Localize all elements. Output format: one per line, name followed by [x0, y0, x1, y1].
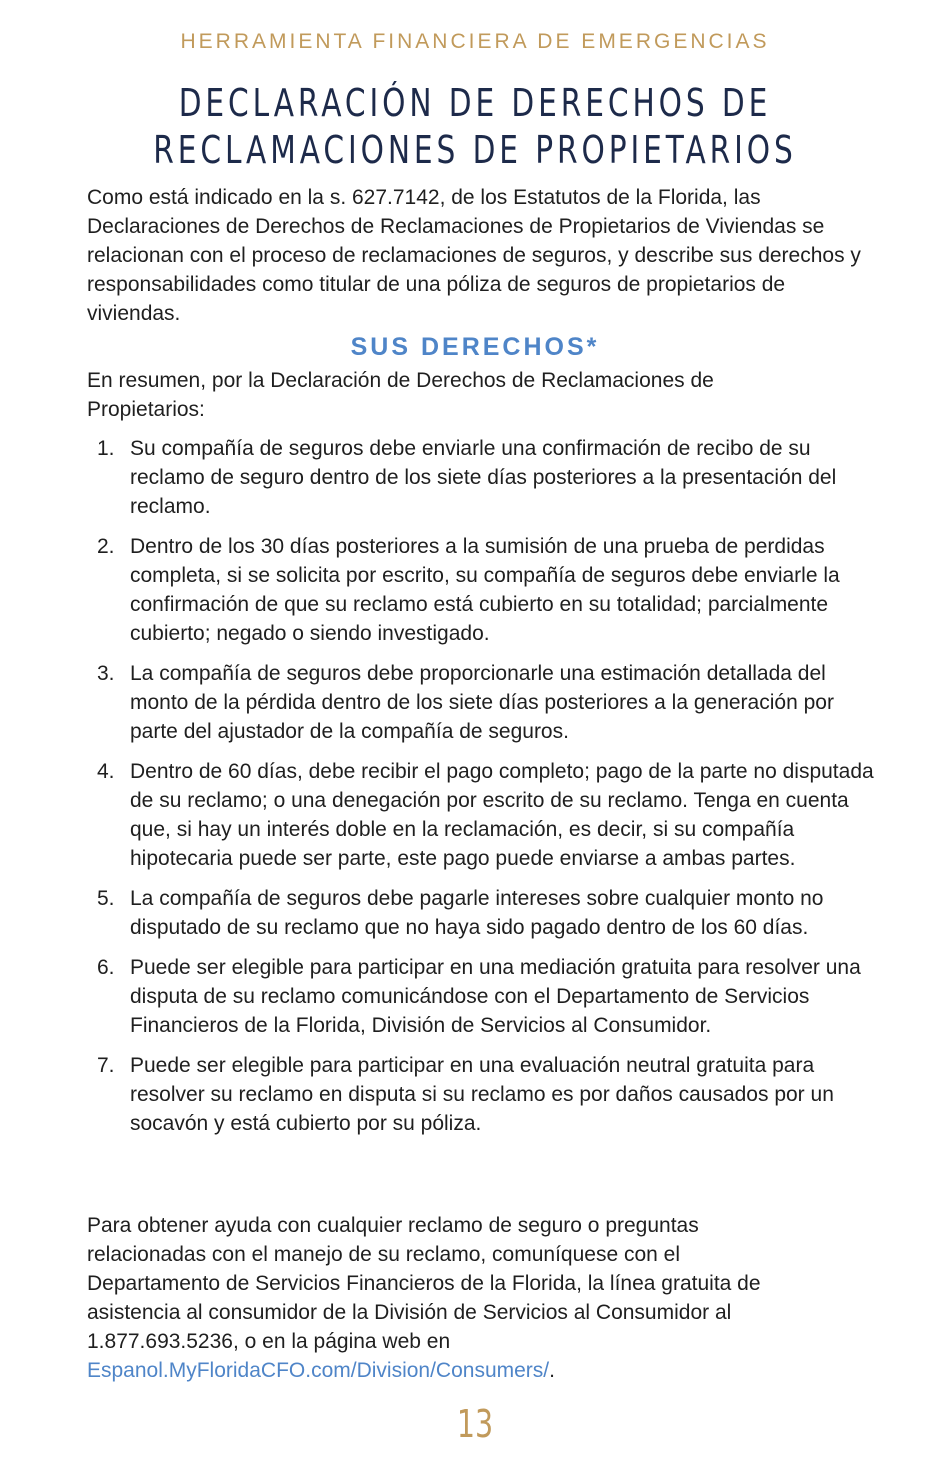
list-item [97, 757, 887, 873]
list-item-number: 2. [97, 535, 115, 558]
list-item-number: 5. [97, 887, 115, 910]
page-title [105, 80, 846, 174]
list-item [97, 953, 887, 1040]
closing-text: Para obtener ayuda con cualquier reclamo de seguro o preguntas relacionadas con el manejo de su reclamo, comuníquese con el Departamento de Servicios Financieros de la Florida, la línea gratuita de asistencia al consumidor de la División de Servicios al Consumidor al 1.877.693.5236, o en la página web en [87, 1214, 761, 1353]
closing-period: . [549, 1359, 555, 1382]
page-title-line-2: RECLAMACIONES DE PROPIETARIOS [153, 128, 797, 172]
list-item-text: Puede ser elegible para participar en una mediación gratuita para resolver una disputa de su reclamo comunicándose con el Departamento de Servicios Financieros de la Florida, División de Servicios al Consumidor. [130, 956, 861, 1037]
list-item-text: La compañía de seguros debe pagarle intereses sobre cualquier monto no disputado de su reclamo que no haya sido pagado dentro de los 60 días. [130, 887, 824, 939]
list-item [97, 1051, 887, 1138]
list-item-number: 7. [97, 1054, 115, 1077]
page-number: 13 [456, 1402, 494, 1446]
list-item [97, 659, 887, 746]
list-item-number: 3. [97, 662, 115, 685]
list-item-number: 6. [97, 956, 115, 979]
list-item-number: 4. [97, 760, 115, 783]
rights-heading: SUS DERECHOS* [350, 333, 600, 361]
rights-list [97, 434, 887, 1149]
list-item-text: Dentro de los 30 días posteriores a la sumisión de una prueba de perdidas completa, si se solicita por escrito, su compañía de seguros debe enviarle la confirmación de que su reclamo está cubierto en su totalidad; parcialmente cubierto; negado o siendo investigado. [130, 535, 840, 645]
consumers-web-link[interactable]: Espanol.MyFloridaCFO.com/Division/Consumers/ [87, 1359, 550, 1382]
intro-paragraph: Como está indicado en la s. 627.7142, de los Estatutos de la Florida, las Declaraciones de Derechos de Reclamaciones de Propietarios de Viviendas se relacionan con el proceso de reclamaciones de seguros, y describe sus derechos y responsabilidades como titular de una póliza de seguros de propietarios de viviendas. [87, 186, 861, 325]
section-kicker: HERRAMIENTA FINANCIERA DE EMERGENCIAS [180, 30, 770, 53]
list-item [97, 884, 887, 942]
list-item-text: La compañía de seguros debe proporcionarle una estimación detallada del monto de la pérdida dentro de los siete días posteriores a la generación por parte del ajustador de la compañía de seguros. [130, 662, 834, 743]
list-item-text: Puede ser elegible para participar en una evaluación neutral gratuita para resolver su reclamo en disputa si su reclamo es por daños causados por un socavón y está cubierto por su póliza. [130, 1054, 834, 1135]
rights-summary: En resumen, por la Declaración de Derechos de Reclamaciones de Propietarios: [87, 369, 714, 421]
closing-paragraph [87, 1211, 807, 1385]
list-item-number: 1. [97, 437, 115, 460]
list-item-text: Dentro de 60 días, debe recibir el pago completo; pago de la parte no disputada de su reclamo; o una denegación por escrito de su reclamo. Tenga en cuenta que, si hay un interés doble en la reclamación, es decir, si su compañía hipotecaria puede ser parte, este pago puede enviarse a ambas partes. [130, 760, 874, 870]
page-title-line-1: DECLARACIÓN DE DERECHOS DE [178, 81, 772, 125]
list-item [97, 532, 887, 648]
list-item [97, 434, 887, 521]
list-item-text: Su compañía de seguros debe enviarle una confirmación de recibo de su reclamo de seguro dentro de los siete días posteriores a la presentación del reclamo. [130, 437, 837, 518]
